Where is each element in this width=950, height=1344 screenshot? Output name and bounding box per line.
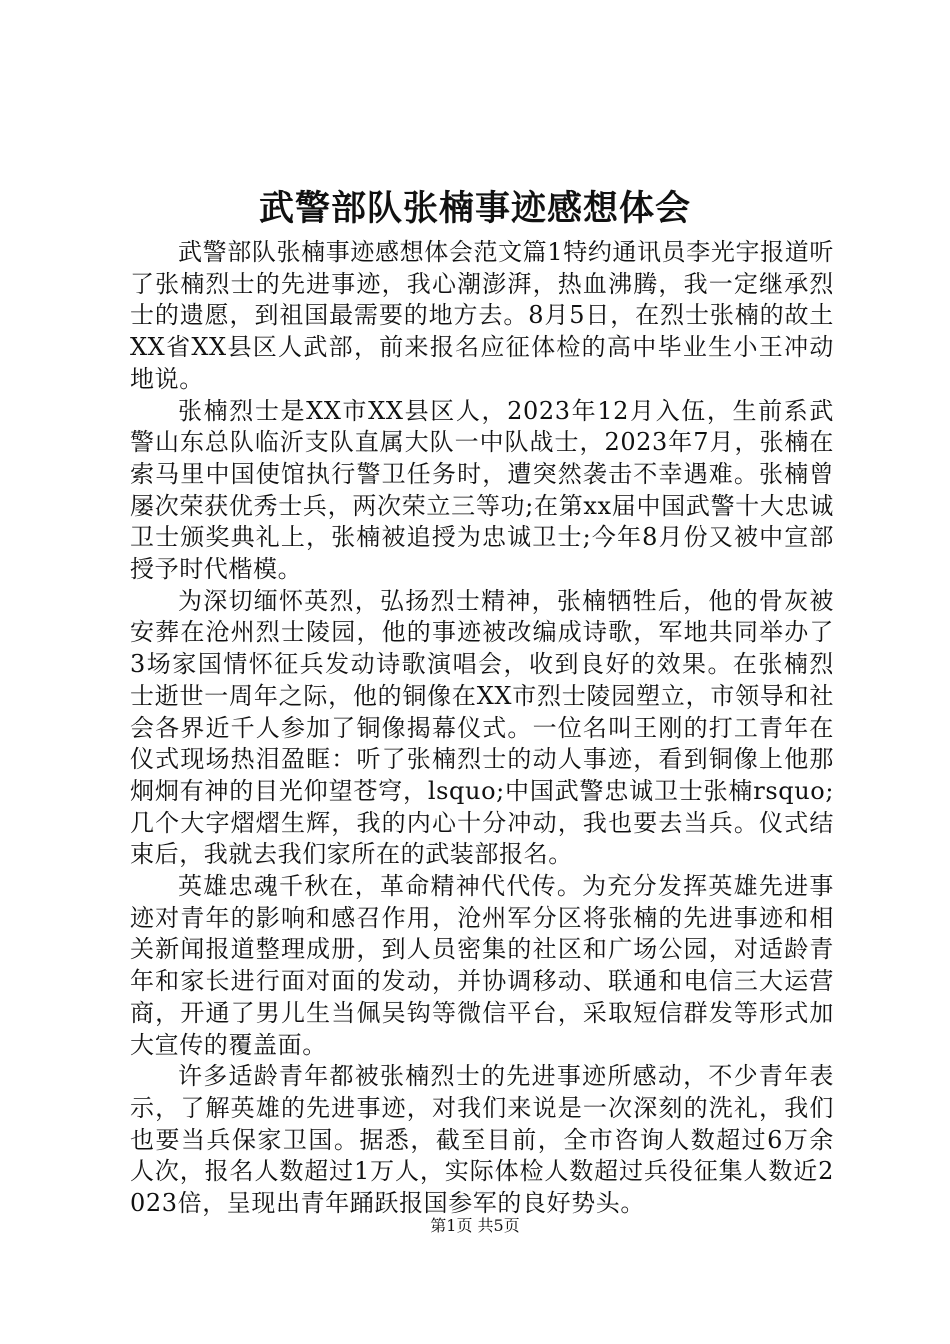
page-number-footer: 第1页 共5页 bbox=[430, 1216, 520, 1235]
paragraph-5: 许多适龄青年都被张楠烈士的先进事迹所感动，不少青年表示，了解英雄的先进事迹，对我们来说是一次深刻的洗礼，我们也要当兵保家卫国。据悉，截至目前，全市咨询人数超过6万余人次，报名人数超过1万人，实际体检人数超过兵役征集人数近2023倍，呈现出青年踊跃报国参军的良好势头。 bbox=[130, 1062, 834, 1218]
paragraph-3: 为深切缅怀英烈，弘扬烈士精神，张楠牺牲后，他的骨灰被安葬在沧州烈士陵园，他的事迹被改编成诗歌，军地共同举办了3场家国情怀征兵发动诗歌演唱会，收到良好的效果。在张楠烈士逝世一周年之际，他的铜像在XX市烈士陵园塑立，市领导和社会各界近千人参加了铜像揭幕仪式。一位名叫王刚的打工青年在仪式现场热泪盈眶：听了张楠烈士的动人事迹，看到铜像上他那炯炯有神的目光仰望苍穹，lsquo;中国武警忠诚卫士张楠rsquo;几个大字熠熠生辉，我的内心十分冲动，我也要去当兵。仪式结束后，我就去我们家所在的武装部报名。 bbox=[130, 586, 834, 869]
document-title: 武警部队张楠事迹感想体会 bbox=[258, 188, 691, 229]
paragraph-2: 张楠烈士是XX市XX县区人，2023年12月入伍，生前系武警山东总队临沂支队直属大队一中队战士，2023年7月，张楠在索马里中国使馆执行警卫任务时，遭突然袭击不幸遇难。张楠曾屡次荣获优秀士兵，两次荣立三等功;在第xx届中国武警十大忠诚卫士颁奖典礼上，张楠被追授为忠诚卫士;今年8月份又被中宣部授予时代楷模。 bbox=[130, 396, 834, 584]
paragraph-1: 武警部队张楠事迹感想体会范文篇1特约通讯员李光宇报道听了张楠烈士的先进事迹，我心潮澎湃，热血沸腾，我一定继承烈士的遗愿，到祖国最需要的地方去。8月5日，在烈士张楠的故土XX省XX县区人武部，前来报名应征体检的高中毕业生小王冲动地说。 bbox=[130, 238, 834, 393]
document-body bbox=[130, 237, 834, 1220]
paragraph-4: 英雄忠魂千秋在，革命精神代代传。为充分发挥英雄先进事迹对青年的影响和感召作用，沧州军分区将张楠的先进事迹和相关新闻报道整理成册，到人员密集的社区和广场公园，对适龄青年和家长进行面对面的发动，并协调移动、联通和电信三大运营商，开通了男儿生当佩吴钩等微信平台，采取短信群发等形式加大宣传的覆盖面。 bbox=[130, 872, 834, 1059]
